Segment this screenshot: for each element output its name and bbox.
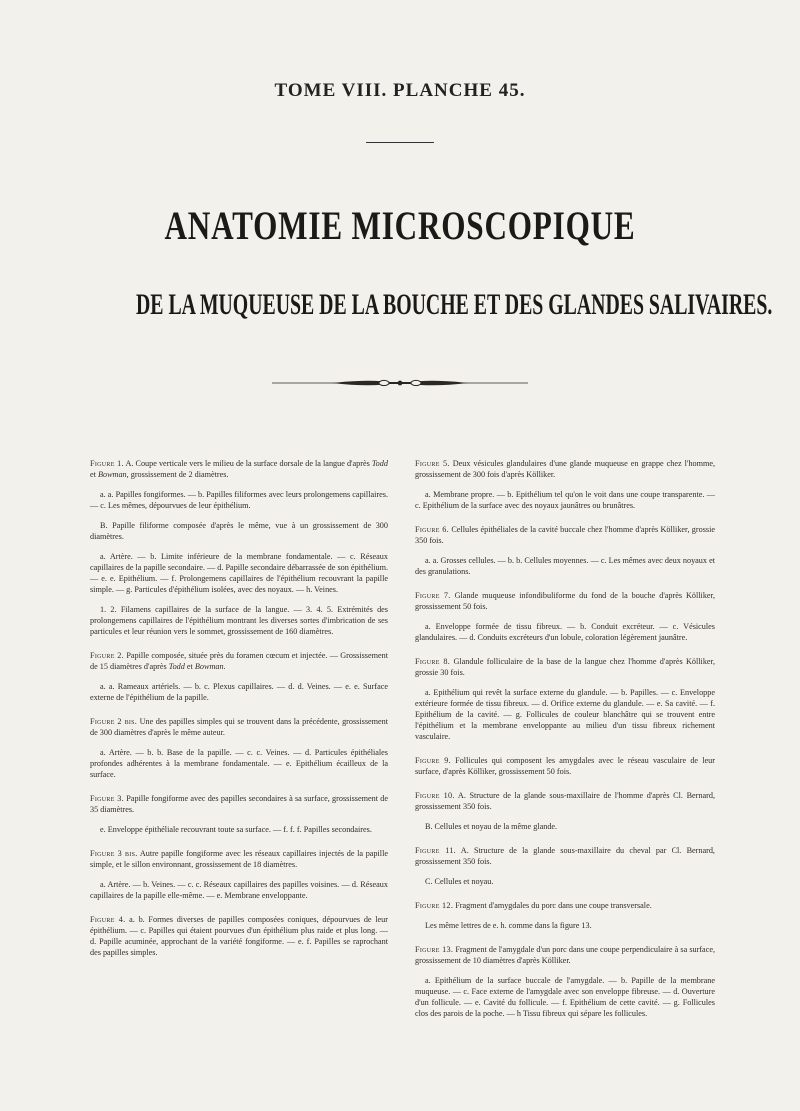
figure-label: Figure 3. [90,794,125,803]
legend-body: Follicules qui composent les amygdales avec le réseau vasculaire de leur surface, d'après Kölliker, grossissement 50 fois. [415,756,716,776]
figure-legend [415,845,715,887]
legend-body: a. Epithélium de la surface buccale de l'amygdale. — b. Papille de la membrane muqueuse. — c. Face externe de l'amygdale avec son enveloppe fibreuse. — d. Ouverture d'un follicule. — e. Cavité du follicule. — f. Epithélium de cette cavité. — g. Follicules clos des parois de la poche. — h Tissu fibreux qui sépare les follicules. [415,976,715,1018]
figure-label: Figure 3 bis. [90,849,138,858]
legend-text [415,656,715,678]
legend-text [90,793,388,815]
legend-detail [415,621,715,643]
figure-label: Figure 5. [415,459,450,468]
figure-legend [90,716,388,780]
legend-body: B. Cellules et noyau de la même glande. [425,822,558,831]
figure-legend [415,900,715,931]
legend-body: Deux vésicules glandulaires d'une glande muqueuse en grappe chez l'homme, grossissement de 300 fois d'après Kölliker. [415,459,715,479]
legend-text [415,458,715,480]
legend-body: a. Artère. — b. Limite inférieure de la membrane fondamentale. — c. Réseaux capillaires de la papille secondaire. — d. Papille secondaire débarrassée de son épithélium. — e. e. Epithélium. — f. Prolongemens capillaires de l'épithélium recouvrant la papille simple. — g. Particules d'épithélium isolées, avec des noyaux. — h. Veines. [90,552,388,594]
figure-label: Figure 10. [415,791,455,800]
legend-detail [415,920,715,931]
legend-detail [90,551,388,595]
legend-text [90,650,388,672]
figure-label: Figure 2 bis. [90,717,138,726]
legend-body: Glandule folliculaire de la base de la langue chez l'homme d'après Kölliker, grossie 30 fois. [415,657,715,677]
figure-label: Figure 4. [90,915,126,924]
legend-detail [90,489,388,511]
legend-body: a. a. Rameaux artériels. — b. c. Plexus capillaires. — d. d. Veines. — e. e. Surface externe de l'épithélium de la papille. [90,682,388,702]
legend-body: B. Papille filiforme composée d'après le même, vue à un grossissement de 300 diamètres. [90,521,388,541]
ornamental-divider [272,373,528,393]
legend-text [415,524,715,546]
figure-legend [90,914,388,958]
figure-legend [415,590,715,643]
left-column [90,458,388,971]
figure-label: Figure 12. [415,901,454,910]
legend-detail [90,520,388,542]
legend-detail [415,687,715,742]
legend-body: a. Enveloppe formée de tissu fibreux. — b. Conduit excréteur. — c. Vésicules glandulaires. — d. Conduits excréteurs d'un lobule, coloration légèrement jaunâtre. [415,622,715,642]
figure-label: Figure 6. [415,525,450,534]
legend-body: Une des papilles simples qui se trouvent dans la précédente, grossissement de 300 diamètres d'après le même auteur. [90,717,389,737]
main-title: ANATOMIE MICROSCOPIQUE [164,203,636,248]
legend-text [415,590,715,612]
legend-body: Papille fongiforme avec des papilles secondaires à sa surface, grossissement de 35 diamètres. [90,794,388,814]
tome-heading: TOME VIII. PLANCHE 45. [274,80,526,101]
legend-body: a. a. Grosses cellules. — b. b. Cellules moyennes. — c. Les mêmes avec deux noyaux et des granulations. [415,556,715,576]
legend-body: a. b. Formes diverses de papilles composées coniques, dépourvues de leur épithélium. — c. Papilles qui étaient pourvues d'un épithélium plus raide et plus long. — d. Papille acuminée, approchant de la variété fongiforme. — e. f. Papilles se raprochant des papilles simples. [90,915,389,957]
legend-text [415,790,715,812]
legend-body: Cellules épithéliales de la cavité buccale chez l'homme d'après Kölliker, grossie 350 fois. [415,525,715,545]
legend-text [90,914,388,958]
legend-detail [90,824,388,835]
figure-legend [90,458,388,637]
legend-body: Autre papille fongiforme avec les réseaux capillaires injectés de la papille simple, et le sillon environnant, grossissement de 18 diamètres. [90,849,388,869]
figure-legend [90,793,388,835]
legend-detail [90,879,388,901]
legend-detail [415,821,715,832]
legend-text [415,845,715,867]
figure-label: Figure 8. [415,657,451,666]
figure-legend [415,944,715,1019]
legend-body: Papille composée, située près du foramen cœcum et injectée. — Grossissement de 15 diamètres d'après Todd et Bowman. [90,651,388,671]
legend-body: Fragment d'amygdales du porc dans une coupe transversale. [455,901,652,910]
figure-label: Figure 2. [90,651,125,660]
legend-body: a. Membrane propre. — b. Epithélium tel qu'on le voit dans une coupe transparente. — c. Epithélium de la surface avec des noyaux jaunâtres ou brunâtres. [415,490,715,510]
legend-text [90,458,388,480]
legend-detail [415,975,715,1019]
figure-legend [415,790,715,832]
legend-body: Fragment de l'amygdale d'un porc dans une coupe perpendiculaire à sa surface, grossissement de 10 diamètres d'après Kölliker. [415,945,716,965]
right-column [415,458,715,1032]
legend-body: e. Enveloppe épithéliale recouvrant toute sa surface. — f. f. f. Papilles secondaires. [100,825,372,834]
legend-body: a. Artère. — b. b. Base de la papille. — c. c. Veines. — d. Particules épithéliales profondes adhérentes à la membrane fondamentale. — e. Epithélium écailleux de la surface. [90,748,388,779]
figure-legend [415,656,715,742]
legend-detail [90,604,388,637]
legend-detail [415,489,715,511]
figure-label: Figure 11. [415,846,457,855]
legend-body: Glande muqueuse infondibuliforme du fond de la bouche d'après Kölliker, grossissement 50 fois. [415,591,716,611]
legend-text [90,848,388,870]
legend-detail [90,747,388,780]
legend-body: a. Epithélium qui revêt la surface externe du glandule. — b. Papilles. — c. Enveloppe extérieure formée de tissu fibreux. — d. Orifice externe du glandule. — e. Sa cavité. — f. Epithélium de la cavité. — g. Follicules de couleur blanchâtre qui se trouvent entre l'épithélium et la membrane enveloppante au milieu d'un tissu fibreux richement vasculaire. [415,688,715,741]
legend-text [415,755,715,777]
legend-detail [415,555,715,577]
legend-body: a. Artère. — b. Veines. — c. c. Réseaux capillaires des papilles voisines. — d. Réseaux capillaires de la papille elle-même. — e. Membrane enveloppante. [90,880,388,900]
legend-body: 1. 2. Filamens capillaires de la surface de la langue. — 3. 4. 5. Extrémités des prolongemens capillaires de l'épithélium montrant les diverses sortes d'imbrication de ses particules et leur réunion vers le sommet, grossissement de 160 diamètres. [90,605,388,636]
legend-body: A. Coupe verticale vers le milieu de la surface dorsale de la langue d'après Todd et Bowman, grossissement de 2 diamètres. [90,459,388,479]
figure-label: Figure 9. [415,756,451,765]
legend-text [415,900,715,911]
subtitle: DE LA MUQUEUSE DE LA BOUCHE ET DES GLANDES SALIVAIRES. [136,288,773,321]
legend-detail [415,876,715,887]
figure-label: Figure 1. [90,459,124,468]
figure-legend [415,755,715,777]
figure-legend [90,848,388,901]
legend-body: a. a. Papilles fongiformes. — b. Papilles filiformes avec leurs prolongemens capillaires. — c. Les mêmes, dépourvues de leur épithélium. [90,490,388,510]
heading-rule [366,142,434,143]
legend-text [90,716,388,738]
figure-label: Figure 13. [415,945,454,954]
legend-body: Les même lettres de e. h. comme dans la figure 13. [425,921,592,930]
legend-body: A. Structure de la glande sous-maxillaire de l'homme d'après Cl. Bernard, grossissement 350 fois. [415,791,715,811]
legend-text [415,944,715,966]
legend-detail [90,681,388,703]
legend-body: A. Structure de la glande sous-maxillaire du cheval par Cl. Bernard, grossissement 350 fois. [415,846,715,866]
legend-body: C. Cellules et noyau. [425,877,494,886]
figure-label: Figure 7. [415,591,451,600]
figure-legend [415,458,715,511]
figure-legend [90,650,388,703]
figure-legend [415,524,715,577]
